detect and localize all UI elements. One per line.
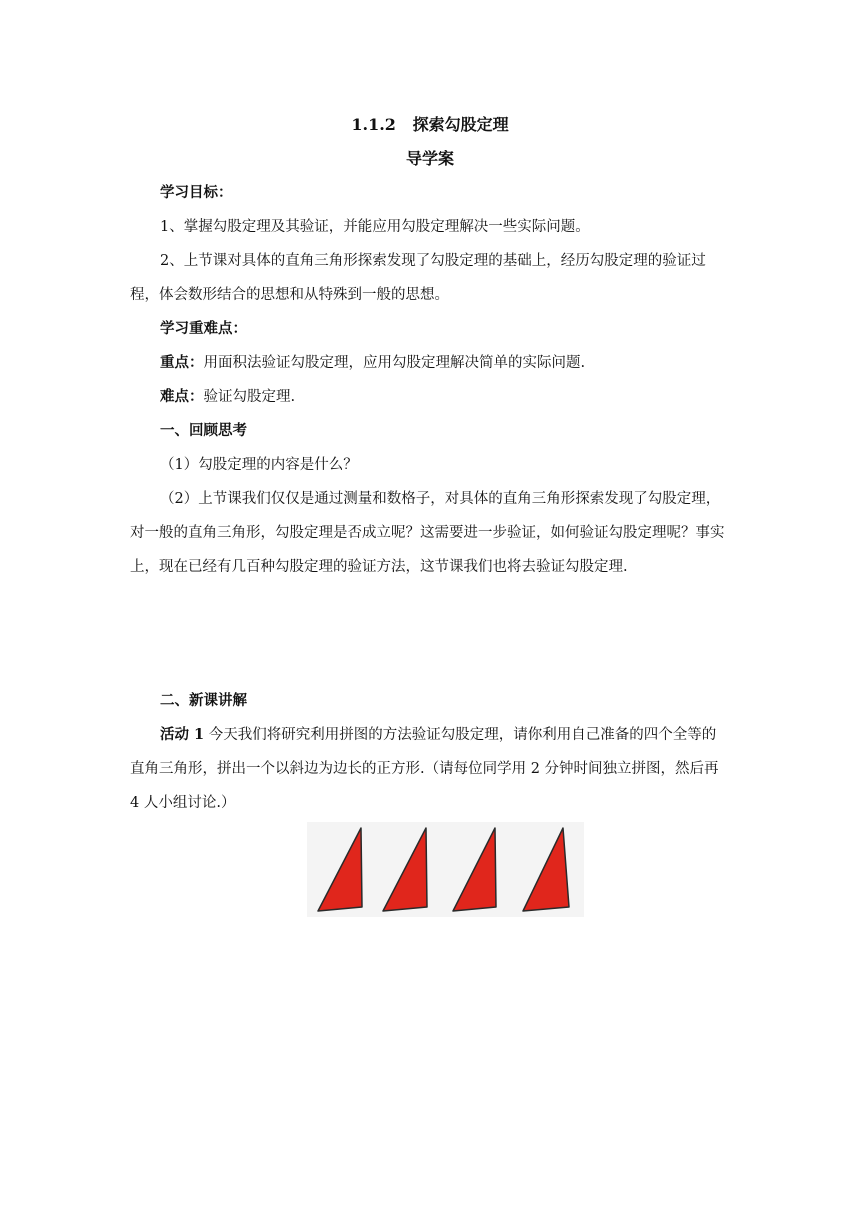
- key-point-label: 重点：: [160, 354, 204, 371]
- section-number: 1.1.2: [351, 115, 396, 134]
- right-triangle-4: [523, 828, 569, 911]
- review-heading: 一、回顾思考: [160, 422, 247, 439]
- difficult-point: [130, 380, 730, 414]
- right-triangle-1: [318, 828, 362, 911]
- goals-heading: 学习目标：: [160, 184, 233, 201]
- goal-item-1: 1、掌握勾股定理及其验证，并能应用勾股定理解决一些实际问题。: [160, 219, 590, 235]
- new-lesson-heading: 二、新课讲解: [160, 692, 247, 709]
- activity-1: [130, 718, 730, 820]
- key-points-heading: 学习重难点：: [160, 320, 247, 337]
- key-point: [130, 346, 730, 380]
- difficult-point-label: 难点：: [160, 388, 204, 405]
- difficult-point-text: 验证勾股定理.: [203, 389, 296, 405]
- right-triangle-3: [453, 828, 496, 911]
- section-title: [0, 112, 860, 135]
- triangles-svg: [307, 822, 584, 917]
- activity-label: 活动 1: [160, 726, 205, 743]
- right-triangle-2: [383, 828, 427, 911]
- triangles-figure: [307, 822, 584, 917]
- review-question-2: （2）上节课我们仅仅是通过测量和数格子，对具体的直角三角形探索发现了勾股定理，对一般的直角三角形，勾股定理是否成立呢？这需要进一步验证，如何验证勾股定理呢？事实上，现在已经有几百种勾股定理的验证方法，这节课我们也将去验证勾股定理.: [130, 491, 725, 575]
- page-subtitle: 导学案: [405, 149, 454, 168]
- key-point-text: 用面积法验证勾股定理，应用勾股定理解决简单的实际问题.: [203, 355, 586, 371]
- goal-item-2: 2、上节课对具体的直角三角形探索发现了勾股定理的基础上，经历勾股定理的验证过程，体会数形结合的思想和从特殊到一般的思想。: [130, 253, 706, 303]
- activity-text: 今天我们将研究利用拼图的方法验证勾股定理，请你利用自己准备的四个全等的直角三角形，拼出一个以斜边为边长的正方形.（请每位同学用 2 分钟时间独立拼图，然后再 4 人小组讨论.）: [130, 727, 719, 811]
- section-title-text: 探索勾股定理: [412, 115, 509, 134]
- review-question-1: （1）勾股定理的内容是什么？: [160, 457, 358, 473]
